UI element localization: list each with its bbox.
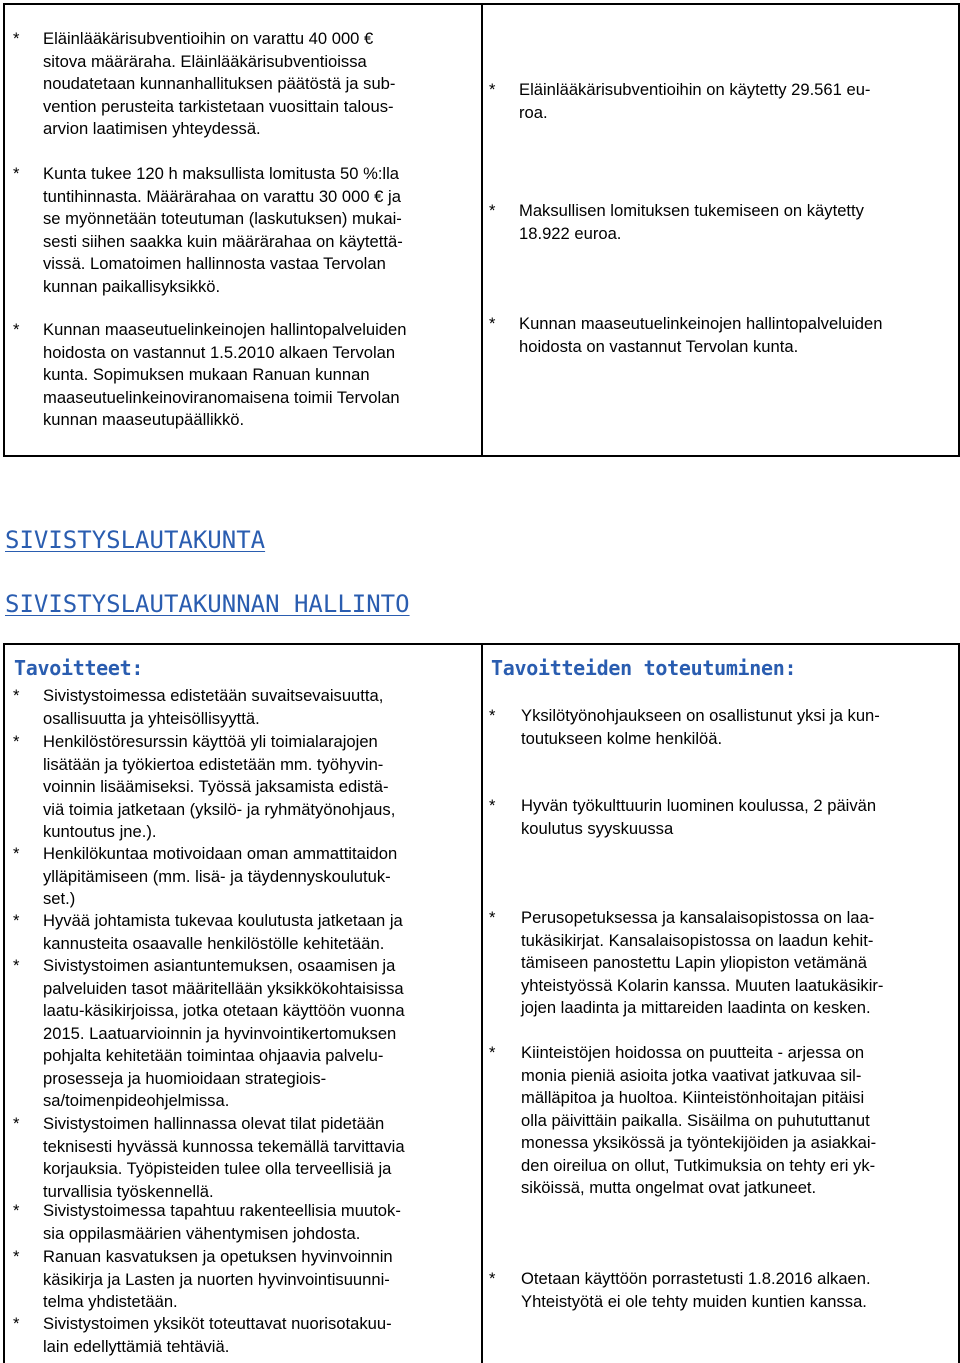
text-line: vention perusteita tarkistetaan vuosittain talous- bbox=[43, 96, 394, 116]
text-line: kannusteita osaavalle henkilöstölle kehitetään. bbox=[43, 933, 385, 953]
bullet-marker: * bbox=[489, 1043, 496, 1062]
text-line: ylläpitämiseen (mm. lisä- ja täydennyskoulutuk- bbox=[43, 866, 391, 886]
text-line: Otetaan käyttöön porrastetusti 1.8.2016 alkaen. bbox=[521, 1269, 871, 1288]
text-line: 2015. Laatuarvioinnin ja hyvinvointikertomuksen bbox=[43, 1023, 397, 1043]
bullet-marker: * bbox=[13, 911, 20, 930]
text-line: Sivistystoimessa edistetään suvaitsevaisuutta, bbox=[43, 686, 384, 705]
bullet-text bbox=[521, 1268, 871, 1313]
bullet-marker: * bbox=[489, 908, 496, 927]
top-table-divider bbox=[481, 5, 483, 455]
bullet-marker: * bbox=[13, 1247, 20, 1266]
goals-header: Tavoitteet: bbox=[14, 656, 144, 680]
text-line: Maksullisen lomituksen tukemiseen on käytetty bbox=[519, 201, 864, 220]
text-line: Yksilötyönohjaukseen on osallistunut yksi ja kun- bbox=[521, 706, 880, 725]
text-line: Hyvää johtamista tukevaa koulutusta jatketaan ja bbox=[43, 911, 403, 930]
text-line: viä toimia jatketaan (yksilö- ja ryhmätyönohjaus, bbox=[43, 799, 396, 819]
text-line: set.) bbox=[43, 889, 76, 908]
bullet-text bbox=[519, 200, 864, 245]
text-line: tuntihinnasta. Määrärahaa on varattu 30 000 € ja bbox=[43, 186, 401, 206]
text-line: Kunnan maaseutuelinkeinojen hallintopalveluiden bbox=[43, 320, 407, 339]
top-table bbox=[3, 3, 960, 457]
bottom-table bbox=[3, 643, 960, 1363]
text-line: Kunta tukee 120 h maksullista lomitusta 50 %:lla bbox=[43, 164, 400, 183]
text-line: siköissä, mutta ongelmat ovat jatkuneet. bbox=[521, 1178, 817, 1197]
text-line: käsikirja ja Lasten ja nuorten hyvinvointisuunni- bbox=[43, 1269, 390, 1289]
text-line: kunnan maaseutupäällikkö. bbox=[43, 410, 245, 429]
text-line: Kunnan maaseutuelinkeinojen hallintopalveluiden bbox=[519, 314, 883, 333]
text-line: osallisuutta ja yhteisöllisyyttä. bbox=[43, 708, 260, 728]
text-line: olla päivittäin paikalla. Sisäilma on puhututtanut bbox=[521, 1110, 870, 1130]
text-line: mälläpitoa ja huoltoa. Kiinteistönhoitajan pitäisi bbox=[521, 1088, 865, 1107]
bullet-marker: * bbox=[489, 796, 496, 815]
text-line: den oireilua on ollut, Tutkimuksia on tehty eri yk- bbox=[521, 1155, 876, 1175]
bullet-text bbox=[519, 79, 870, 124]
text-line: sia oppilasmäärien vähentymisen johdosta. bbox=[43, 1223, 361, 1243]
bullet-marker: * bbox=[489, 80, 496, 99]
text-line: Sivistystoimen yksiköt toteuttavat nuorisotakuu- bbox=[43, 1314, 392, 1333]
text-line: sesti siihen saakka kuin määrärahaa on käytettä- bbox=[43, 231, 403, 251]
text-line: monia pieniä asioita jotka vaativat jatkuvaa sil- bbox=[521, 1065, 862, 1085]
bullet-marker: * bbox=[489, 201, 496, 220]
text-line: Eläinlääkärisubventioihin on varattu 40 000 € bbox=[43, 29, 374, 48]
text-line: sa/toimenpideohjelmissa. bbox=[43, 1091, 230, 1110]
text-line: jojen laadinta ja mittareiden laadinta on kesken. bbox=[521, 998, 871, 1017]
text-line: Eläinlääkärisubventioihin on käytetty 29.561 eu- bbox=[519, 80, 871, 99]
text-line: Henkilökuntaa motivoidaan oman ammattitaidon bbox=[43, 844, 398, 863]
bullet-text bbox=[43, 843, 397, 911]
text-line: telma yhdistetään. bbox=[43, 1292, 178, 1311]
text-line: Sivistystoimessa tapahtuu rakenteellisia muutok- bbox=[43, 1201, 401, 1220]
text-line: sitova määräraha. Eläinlääkärisubventioissa bbox=[43, 51, 367, 71]
text-line: voinnin lisäämiseksi. Työssä jaksamista edistä- bbox=[43, 777, 389, 796]
section-heading: SIVISTYSLAUTAKUNTA bbox=[5, 526, 266, 554]
bullet-text bbox=[43, 685, 383, 730]
text-line: tämiseen panostettu Lapin yliopiston vetämänä bbox=[521, 953, 867, 972]
bullet-text bbox=[521, 705, 880, 750]
bullet-marker: * bbox=[13, 1114, 20, 1133]
text-line: hoidosta on vastannut Tervolan kunta. bbox=[519, 336, 799, 356]
bullet-marker: * bbox=[489, 1269, 496, 1288]
text-line: 18.922 euroa. bbox=[519, 223, 622, 243]
text-line: Ranuan kasvatuksen ja opetuksen hyvinvoinnin bbox=[43, 1247, 393, 1266]
bullet-text bbox=[43, 319, 407, 432]
text-line: Yhteistyötä ei ole tehty muiden kuntien kanssa. bbox=[521, 1291, 867, 1311]
bullet-marker: * bbox=[489, 314, 496, 333]
text-line: turvallisia työskennellä. bbox=[43, 1181, 214, 1201]
bullet-text bbox=[43, 1313, 392, 1358]
bullet-marker: * bbox=[13, 956, 20, 975]
bottom-table-left-column bbox=[13, 645, 481, 1363]
text-line: se myönnetään toteutuman (laskutuksen) mukai- bbox=[43, 209, 402, 228]
text-line: toutukseen kolme henkilöä. bbox=[521, 728, 723, 748]
text-line: palveluiden tasot määritellään yksikkökohtaisissa bbox=[43, 978, 404, 998]
subsection-heading: SIVISTYSLAUTAKUNNAN HALLINTO bbox=[5, 590, 410, 618]
text-line: laatu-käsikirjoissa, jotka otetaan käyttöön vuonna bbox=[43, 1001, 405, 1020]
bullet-text bbox=[43, 1200, 401, 1245]
bullet-text bbox=[43, 28, 395, 141]
text-line: Perusopetuksessa ja kansalaisopistossa on laa- bbox=[521, 908, 875, 927]
bullet-marker: * bbox=[13, 164, 20, 183]
bullet-marker: * bbox=[13, 686, 20, 705]
text-line: Sivistystoimen hallinnassa olevat tilat pidetään bbox=[43, 1114, 385, 1133]
bullet-text bbox=[43, 1113, 405, 1203]
text-line: Sivistystoimen asiantuntemuksen, osaamisen ja bbox=[43, 956, 396, 975]
text-line: korjauksia. Työpisteiden tulee olla terveellisiä ja bbox=[43, 1159, 392, 1178]
bottom-table-divider bbox=[481, 645, 483, 1363]
bullet-marker: * bbox=[489, 706, 496, 725]
bullet-text bbox=[43, 955, 405, 1113]
text-line: kunnan paikallisyksikkö. bbox=[43, 276, 221, 296]
text-line: Kiinteistöjen hoidossa on puutteita - arjessa on bbox=[521, 1043, 865, 1062]
top-table-right-column bbox=[489, 5, 959, 455]
bullet-marker: * bbox=[13, 29, 20, 48]
text-line: noudatetaan kunnanhallituksen päätöstä ja sub- bbox=[43, 74, 396, 93]
text-line: roa. bbox=[519, 102, 548, 122]
bullet-text bbox=[521, 795, 876, 840]
bullet-text bbox=[43, 910, 403, 955]
text-line: pohjalta kehitetään toimintaa ohjaavia palvelu- bbox=[43, 1046, 384, 1065]
bullet-marker: * bbox=[13, 732, 20, 751]
text-line: lain edellyttämiä tehtäviä. bbox=[43, 1336, 230, 1356]
bullet-marker: * bbox=[13, 844, 20, 863]
text-line: monessa yksikössä ja työntekijöiden ja asiakkai- bbox=[521, 1133, 877, 1152]
bullet-marker: * bbox=[13, 320, 20, 339]
bullet-marker: * bbox=[13, 1314, 20, 1333]
bullet-marker: * bbox=[13, 1201, 20, 1220]
text-line: yhteistyössä Kolarin kanssa. Muuten laatukäsikir- bbox=[521, 975, 884, 995]
text-line: maaseutuelinkeinoviranomaisena toimii Tervolan bbox=[43, 387, 400, 407]
text-line: hoidosta on vastannut 1.5.2010 alkaen Tervolan bbox=[43, 342, 396, 362]
bullet-text bbox=[43, 1246, 393, 1314]
text-line: teknisesti hyvässä kunnossa tekemällä tarvittavia bbox=[43, 1136, 405, 1156]
text-line: kuntoutus jne.). bbox=[43, 822, 157, 841]
text-line: koulutus syyskuussa bbox=[521, 818, 674, 838]
bottom-table-right-column bbox=[489, 645, 959, 1363]
bullet-text bbox=[521, 1042, 876, 1200]
text-line: tukäsikirjat. Kansalaisopistossa on laadun kehit- bbox=[521, 930, 874, 950]
text-line: Henkilöstöresurssin käyttöä yli toimialarajojen bbox=[43, 732, 378, 751]
text-line: vissä. Lomatoimen hallinnosta vastaa Tervolan bbox=[43, 254, 386, 273]
realization-header: Tavoitteiden toteutuminen: bbox=[491, 656, 797, 680]
text-line: prosesseja ja huomioidaan strategiois- bbox=[43, 1068, 327, 1088]
text-line: arvion laatimisen yhteydessä. bbox=[43, 119, 261, 138]
text-line: Hyvän työkulttuurin luominen koulussa, 2 päivän bbox=[521, 796, 877, 815]
bullet-text bbox=[519, 313, 883, 358]
bullet-text bbox=[43, 731, 395, 844]
text-line: lisätään ja työkiertoa edistetään mm. työhyvin- bbox=[43, 754, 384, 774]
text-line: kunta. Sopimuksen mukaan Ranuan kunnan bbox=[43, 365, 370, 384]
top-table-left-column bbox=[13, 5, 481, 455]
bullet-text bbox=[521, 907, 883, 1020]
bullet-text bbox=[43, 163, 403, 298]
